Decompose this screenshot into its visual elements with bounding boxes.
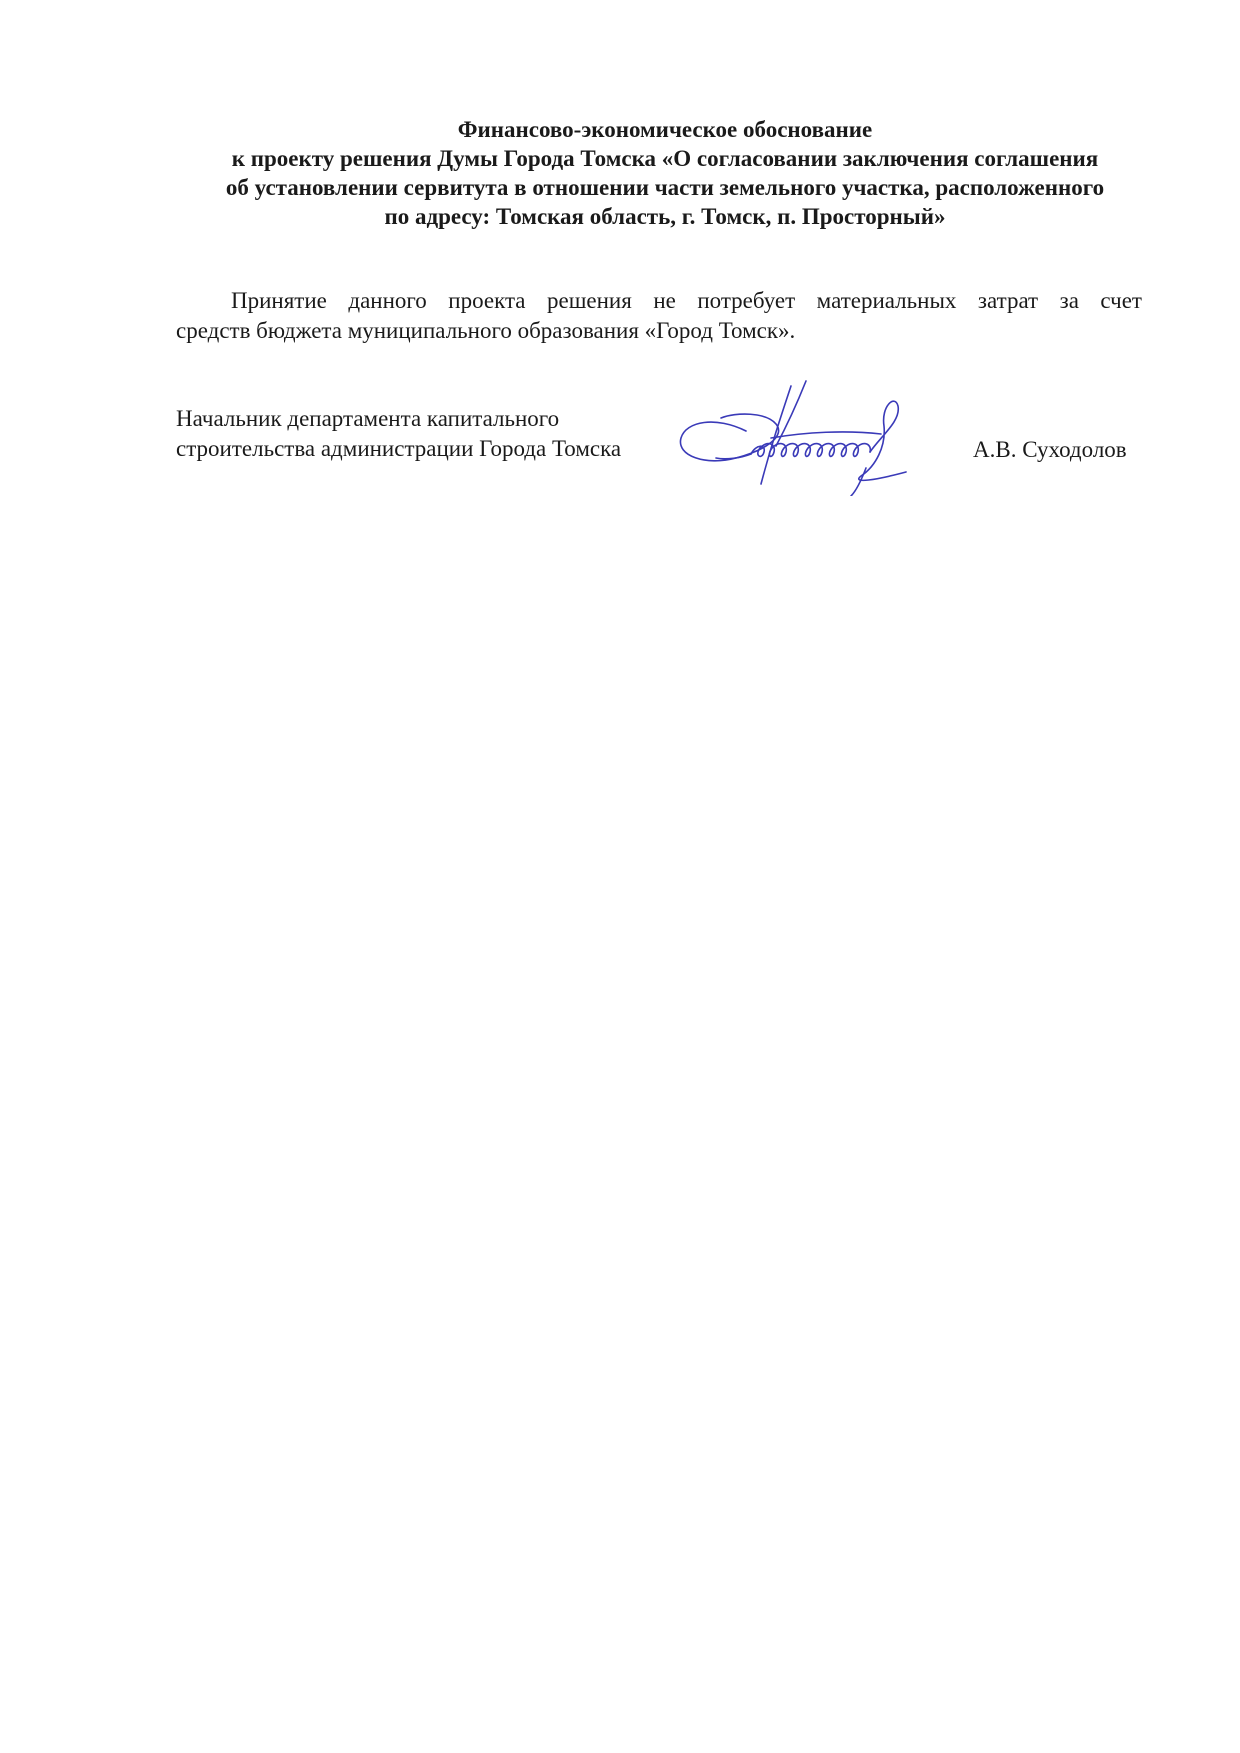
handwritten-signature	[676, 376, 976, 496]
document-title	[170, 115, 1160, 231]
body-line: Принятие данного проекта решения не потребует материальных затрат за счет	[231, 288, 1142, 313]
signer-position	[176, 404, 621, 464]
title-line: об установлении сервитута в отношении части земельного участка, расположенного	[225, 175, 1105, 200]
signer-name: А.В. Суходолов	[973, 437, 1127, 462]
signer-position-line: строительства администрации Города Томска	[176, 436, 622, 461]
title-line: к проекту решения Думы Города Томска «О согласовании заключения соглашения	[231, 146, 1099, 171]
title-line: Финансово-экономическое обоснование	[457, 117, 873, 142]
signer-position-line: Начальник департамента капитального	[176, 406, 560, 431]
body-paragraph	[176, 286, 1142, 346]
title-line: по адресу: Томская область, г. Томск, п. Просторный»	[384, 204, 946, 229]
body-line: средств бюджета муниципального образования «Город Томск».	[176, 318, 796, 343]
